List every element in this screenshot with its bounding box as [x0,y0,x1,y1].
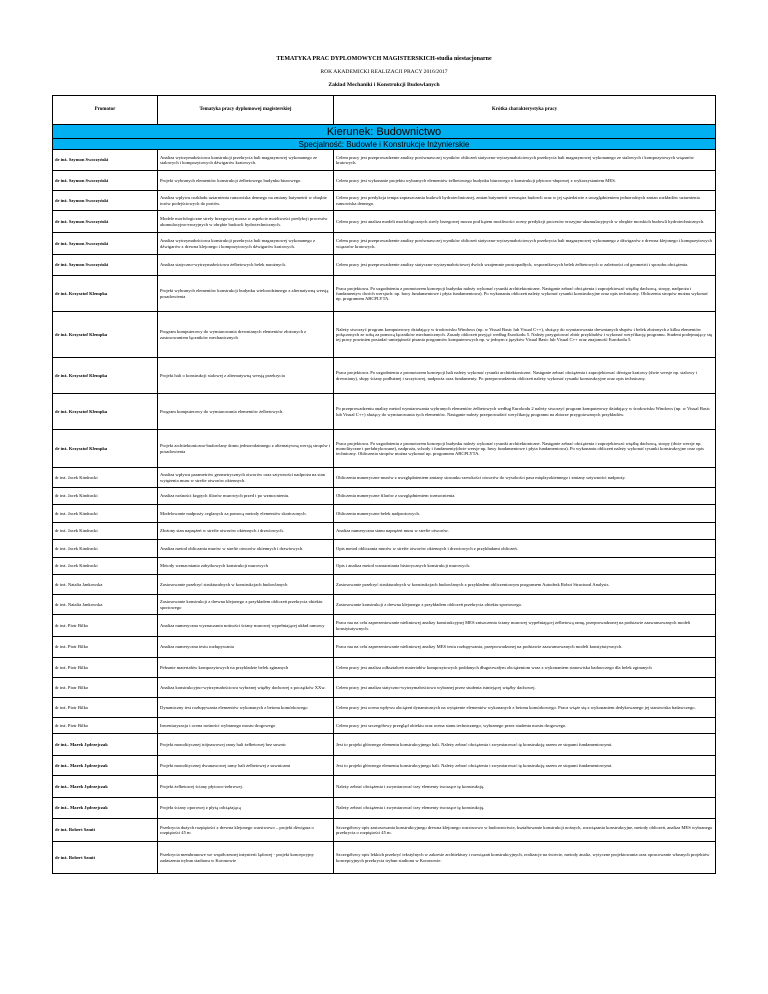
description-cell: Celem pracy jest analiza odkształceń materiałów kompozytowych poddanych długotrwałym obciążeniom wraz z wykonaniem stanowiska badawczego dla belek zginanych [334,658,716,678]
promotor-cell: dr inż. Robert Szmit [53,842,158,874]
promotor-cell: dr inż. Szymon Swoczyński [53,255,158,276]
topic-cell: Analiza statyczno-wytrzymałościowa żelbetowych belek narożnych. [158,255,334,276]
table-row [53,698,716,718]
promotor-cell: dr inż. Szymon Swoczyński [53,233,158,255]
description-cell: Celem pracy jest analiza modeli morfologicznych strefy brzegowej morza pod kątem możliwości oceny predykcji procesów erozyjno-akumulacyjnych w obrębie morskich budowli hydrotechnicznych. [334,211,716,233]
topic-cell: Metody wzmacniania zabytkowych konstrukcji murowych [158,558,334,575]
thesis-topics-table [52,95,716,874]
table-row [53,312,716,358]
promotor-cell: dr inż. Jacek Kindracki [53,558,158,575]
promotor-cell: dr inż. Jacek Kindracki [53,505,158,523]
topic-cell: Modelowanie nadproży ceglanych za pomocą metody elementów skończonych. [158,505,334,523]
topic-cell: Program komputerowy do wymiarowania elementów żelbetowych. [158,394,334,430]
table-row [53,734,716,756]
promotor-cell: dr inż. Piotr Bilko [53,658,158,678]
promotor-cell: dr inż. Jacek Kindracki [53,523,158,540]
topic-cell: Projekt monolitycznej trójnawowej ramy hali żelbetowej bez suwnic [158,734,334,756]
topic-cell: Analiza wytrzymałościowa konstrukcji przekrycia hali magazynowej wykonanego z dźwigarów z drewna klejonego i kompozytowych dźwigarów kratowych. [158,233,334,255]
topic-cell: Analiza nośności krępych filarów murowych przed i po wzmocnieniu. [158,488,334,505]
promotor-cell: dr inż. Jacek Kindracki [53,468,158,488]
topic-cell: Pełzanie materiałów kompozytowych na przykładzie belek zginanych [158,658,334,678]
specjalnosc-label: Specjalność: Budowle i Konstrukcje Inżynierskie [53,139,716,150]
table-row [53,488,716,505]
promotor-cell: dr inż.. Marek Jędrzejczak [53,776,158,798]
description-cell: Celem pracy jest przeprowadzenie analizy statyczno-wytrzymałościowej dwóch wzajemnie prostopadłych, wspornikowych belek żelbetowych w zależności od geometrii i sposobu obciążenia. [334,255,716,276]
column-header-promotor: Promotor [53,96,158,125]
topic-cell: Zastosowanie przekryć strukturalnych w konstrukcjach budowlanych [158,575,334,595]
topic-cell: Projekt wybranych elementów konstrukcji budynku wielorodzinnego z alternatywną wersją posadowienia [158,276,334,312]
promotor-cell: dr inż. Jacek Kindracki [53,488,158,505]
table-row [53,798,716,819]
kierunek-row [53,125,716,139]
table-row [53,615,716,637]
description-cell: Celem pracy jest szczegółowy przegląd obiektu oraz ocena stanu technicznego, wybranego przez studenta mostu drogowego. [334,718,716,734]
column-header-tematyka: Tematyka pracy dyplomowej magisterskiej [158,96,334,125]
specjalnosc-row [53,139,716,150]
table-row [53,211,716,233]
description-cell: Praca projektowa. Po uzgodnieniu z promotorem koncepcji hali należy wykonać rysunki architektoniczne. Następnie zebrać obciążenia i zaprojektować dźwigar kratowy (dwie wersje np. stalowy i drewniany), słupy ściany podłużnej i szczytowej, nadproża oraz fundamenty. Po przeprowadzeniu obliczeń należy wykonać rysunki konstrukcyjne oraz opis techniczny. [334,358,716,394]
description-cell: Celem pracy jest predykcja tempa zapiaszczania budowli hydrotechnicznej, zmian batymetrii wewnątrz budowli oraz w jej sąsiedztwie z uwzględnieniem jednorodnych zmian rozkładów uziarnienia rumowiska dennego. [334,191,716,211]
promotor-cell: dr inż. Jacek Kindracki [53,540,158,558]
promotor-cell: dr inż. Natalia Jankowska [53,575,158,595]
description-cell: Obliczenia numeryczne belek nadprożowych. [334,505,716,523]
table-row [53,776,716,798]
topic-cell: Analiza metod obliczania murów w strefie otworów okiennych i drzwiowych. [158,540,334,558]
table-row [53,523,716,540]
description-cell: Analiza numeryczna stanu naprężeń muru w strefie otworów. [334,523,716,540]
topic-cell: Analiza numeryczna testu rozłupywania [158,637,334,658]
table-row [53,233,716,255]
topic-cell: Analiza wytrzymałościowa konstrukcji przekrycia hali magazynowej wykonanego ze stalowych i kompozytowych dźwigarów kratowych. [158,150,334,171]
promotor-cell: dr inż. Piotr Bilko [53,678,158,698]
description-cell: Praca ma na celu zaprezentowanie nieliniowej analizy MES testu rozłupywania, przeprowadzonej na podstawie zaawansowanych modeli konstytutywnych. [334,637,716,658]
description-cell: Praca projektowa. Po uzgodnieniu z promotorem koncepcji budynku należy wykonać rysunki architektoniczne. Następnie zebrać obciążenia i zaprojektować więźbę dachową, stropy, nadproża i fundamentyw dwóch wersjach: np. ławy fundamentowe i płyta fundamentowa). Po wykonaniu obliczeń należy wykonać rysunki konstrukcyjne oraz opis techniczny. Obliczenia stropów można wykonać np. programem ABCPLYTA. [334,276,716,312]
promotor-cell: dr inż. Natalia Jankowska [53,595,158,615]
promotor-cell: dr inż. Piotr Bilko [53,615,158,637]
promotor-cell: dr inż. Szymon Swoczyński [53,191,158,211]
topic-cell: Projekt ściany oporowej z płytą odciążającą [158,798,334,819]
table-row [53,255,716,276]
table-row [53,558,716,575]
description-cell: Zastosowanie przekryć strukturalnych w konstrukcjach budowlanych z przykładem obliczeniowym programem Autodesk Robot Structural Analysis. [334,575,716,595]
table-header-row [53,96,716,125]
topic-cell: Modele morfologiczne strefy brzegowej morza w aspekcie możliwości predykcji procesów akumulacyjno-erozyjnych w obrębie budowli hydrotechnicznych. [158,211,334,233]
table-row [53,540,716,558]
promotor-cell: dr inż. Piotr Bilko [53,637,158,658]
department-name: Zakład Mechaniki i Konstrukcji Budowlanych [328,82,440,88]
description-cell: Praca ma na celu zaprezentowanie nieliniowej analizy konstrukcyjnej MES zniszczenia ściany murowej wypełniającej żelbetową ramę, przeprowadzonej na podstawie zaawansowanych modeli konstytutywnych. [334,615,716,637]
promotor-cell: dr inż. Szymon Swoczyński [53,211,158,233]
table-row [53,658,716,678]
promotor-cell: dr inż. Krzysztof Klempka [53,312,158,358]
topic-cell: Złożony stan naprężeń w strefie otworów okiennych i drzwiowych. [158,523,334,540]
description-cell: Obliczenia numeryczne filarów z uwzględnieniem wzmocnienia. [334,488,716,505]
table-row [53,505,716,523]
topic-cell: Projekt żelbetowej ściany płytowo-żebrowej. [158,776,334,798]
description-cell: Opis metod obliczania murów w strefie otworów okiennych i drzwiowych z przykładami obliczeń. [334,540,716,558]
promotor-cell: dr inż.. Marek Jędrzejczak [53,734,158,756]
table-row [53,819,716,842]
topic-cell: Analiza wpływu parametrów geometrycznych otworów oraz sztywności nadproża na stan wytężenia muru w strefie otworów okiennych. [158,468,334,488]
promotor-cell: dr inż. Krzysztof Klempka [53,358,158,394]
table-row [53,276,716,312]
topic-cell: Dynamiczny test rozłupywania elementów wykonanych z betonu komórkowego [158,698,334,718]
table-row [53,718,716,734]
description-cell: Należy stworzyć program komputerowy działający w środowisku Windows (np. w Visual Basic lub Visual C++), służący do wymiarowania drewnianych słupów i belek złożonych z kilku elementów połączonych ze sobą za pomocą łączników mechanicznych. Zasady obliczeń przyjąć według Eurokodu 5. Należy przygotować zbiór przykładów i wykonać weryfikację programu. Student podejmujący się tej pracy powinien posiadać umiejętność pisania programów komputerowych np. w jednym z języków Visual Basic lub Visual C++ oraz znajomość Eurokodu 5. [334,312,716,358]
table-row [53,756,716,776]
promotor-cell: dr inż.. Marek Jędrzejczak [53,798,158,819]
table-row [53,171,716,191]
promotor-cell: dr inż. Szymon Swoczyński [53,150,158,171]
description-cell: Jest to projekt głównego elementu konstrukcyjnego hali. Należy zebrać obciążenia i zwymiarować tę konstrukcję razem ze stopami fundamentowymi. [334,756,716,776]
description-cell: Celem pracy jest analiza statyczno-wytrzymałościowa wybranej przez studenta istniejącej więźby dachowej. [334,678,716,698]
academic-year: ROK AKADEMICKI REALIZACJI PRACY 2016/2017 [320,69,448,75]
document-title: TEMATYKA PRAC DYPLOMOWYCH MAGISTERSKICH-studia niestacjonarne [276,56,492,62]
topic-cell: Projekt architektoniczno-budowlany domu jednorodzinnego z alternatywną wersją stropów i posadowienia [158,430,334,468]
description-cell: Celem pracy jest przeprowadzenie analizy porównawczej wyników obliczeń statyczno-wytrzymałościowych przekrycia hali magazynowej wykonanego z dźwigarów z drewna klejonego i kompozytowych wiązarów kratowych. [334,233,716,255]
promotor-cell: dr inż. Piotr Bilko [53,718,158,734]
promotor-cell: dr inż. Krzysztof Klempka [53,430,158,468]
promotor-cell: dr inż. Robert Szmit [53,819,158,842]
table-row [53,191,716,211]
topic-cell: Projekt hali o konstrukcji stalowej z alternatywną wersją przekrycia [158,358,334,394]
table-row [53,150,716,171]
table-row [53,394,716,430]
kierunek-label: Kierunek: Budownictwo [53,125,716,139]
description-cell: Szczegółowy opis lekkich przekryć tekstylnych w zakresie architektury i rozwiązań konstrukcyjnych, realizacje na świecie, metody analiz, wytyczne projektowania oraz opracowanie własnych projektów koncepcyjnych przekrycia trybun stadionu w Koronowie. [334,842,716,874]
promotor-cell: dr inż.. Marek Jędrzejczak [53,756,158,776]
description-cell: Praca projektowa. Po uzgodnieniu z promotorem koncepcji budynku należy wykonać rysunki architektoniczne. Następnie zebrać obciążenia i zaprojektować więźbę dachową, stropy (dwie wersje np. monolityczne i prefabrykowane), nadproża, schody i fundamenty(dwie wersje np. ławy fundamentowe i płyta fundamentowa). Po wykonaniu obliczeń należy wykonać rysunki konstrukcyjne oraz opis techniczny. Obliczenia stropów można wykonać np. programem ABCPLYTA. [334,430,716,468]
table-row [53,842,716,874]
description-cell: Po przeprowadzeniu analizy metod wymiarowania wybranych elementów żelbetowych według Eurokodu 2 należy stworzyć program komputerowy działający w środowisku Windows (np. w Visual Basic lub Visual C++) służący do wymiarowania tych elementów. Następnie należy przeprowadzić weryfikację programu na zbiorze przygotowanych przykładów. [334,394,716,430]
topic-cell: Program komputerowy do wymiarowania drewnianych elementów złożonych z zastosowaniem łączników mechanicznych [158,312,334,358]
promotor-cell: dr inż. Krzysztof Klempka [53,394,158,430]
topic-cell: Projekt wybranych elementów konstrukcji żelbetowego budynku biurowego. [158,171,334,191]
description-cell: Jest to projekt głównego elementu konstrukcyjnego hali. Należy zebrać obciążenia i zwymiarować tę konstrukcję razem ze stopami fundamentowymi. [334,734,716,756]
description-cell: Opis i analiza metod wzmacniania historycznych konstrukcji murowych. [334,558,716,575]
topic-cell: Przekrycia dużych rozpiętości z drewna klejonego warstwowo – projekt dźwigara o rozpiętości 45 m [158,819,334,842]
promotor-cell: dr inż. Krzysztof Klempka [53,276,158,312]
table-row [53,468,716,488]
description-cell: Celem pracy jest wykonanie projektu wybranych elementów żelbetowego budynku biurowego o konstrukcji płytowo-słupowej z wykorzystaniem MES. [334,171,716,191]
description-cell: Obliczenia numeryczne murów z uwzględnieniem zmiany stosunku szerokości otworów do wysokości pasa międzyokiennego i zmiany sztywności nadproży. [334,468,716,488]
description-cell: Należy zebrać obciążenia i zwymiarować trzy elementy tworzące tę konstrukcję. [334,798,716,819]
description-cell: Zastosowanie konstrukcji z drewna klejonego z przykładem obliczeń przekrycia obiektu sportowego. [334,595,716,615]
description-cell: Celem pracy jest przeprowadzenie analizy porównawczej wyników obliczeń statyczno-wytrzymałościowych przekrycia hali magazynowej wykonanego ze stalowych i kompozytowych wiązarów kratowych. [334,150,716,171]
topic-cell: Inwentaryzacja i ocena nośności wybranego mostu drogowego [158,718,334,734]
topic-cell: Zastosowanie konstrukcji z drewna klejonego z przykładem obliczeń przekrycia obiektu sportowego [158,595,334,615]
topic-cell: Analiza wpływu rozkładu uziarnienia rumowiska dennego na zmiany batymetrii w obrębie torów podejściowych do portów. [158,191,334,211]
description-cell: Szczegółowy opis zastosowania konstrukcyjnego drewna klejonego warstwowo w budownictwie, kształtowanie konstrukcji nośnych, rozwiązania konstrukcyjne, metody obliczeń, analiza MES wybranego przekrycia o rozpiętości 45 m. [334,819,716,842]
topic-cell: Projekt monolitycznej dwunawowej ramy hali żelbetowej z suwnicami [158,756,334,776]
table-row [53,637,716,658]
topic-cell: Analiza numeryczna wyznaczania nośności ściany murowej wypełniającej układ ramowy [158,615,334,637]
description-cell: Należy zebrać obciążenia i zwymiarować trzy elementy tworzące tę konstrukcję. [334,776,716,798]
column-header-charakterystyka: Krótka charakterystyka pracy [334,96,716,125]
topic-cell: Przekrycia membranowe we współczesnej inżynierii lądowej - projekt koncepcyjny zadaszenia trybun stadionu w Koronowie [158,842,334,874]
promotor-cell: dr inż. Szymon Swoczyński [53,171,158,191]
table-row [53,595,716,615]
table-row [53,358,716,394]
table-row [53,678,716,698]
promotor-cell: dr inż. Piotr Bilko [53,698,158,718]
table-row [53,430,716,468]
table-row [53,575,716,595]
description-cell: Celem pracy jest ocena wpływu obciążeń dynamicznych na wytężenie elementów wykonanych z betonu komórkowego. Praca wiąże się z wykonaniem dedykowanego jej stanowiska badawczego. [334,698,716,718]
topic-cell: Analiza konstrukcyjno-wytrzymałościowa wybranej więźby dachowej z początków XXw. [158,678,334,698]
